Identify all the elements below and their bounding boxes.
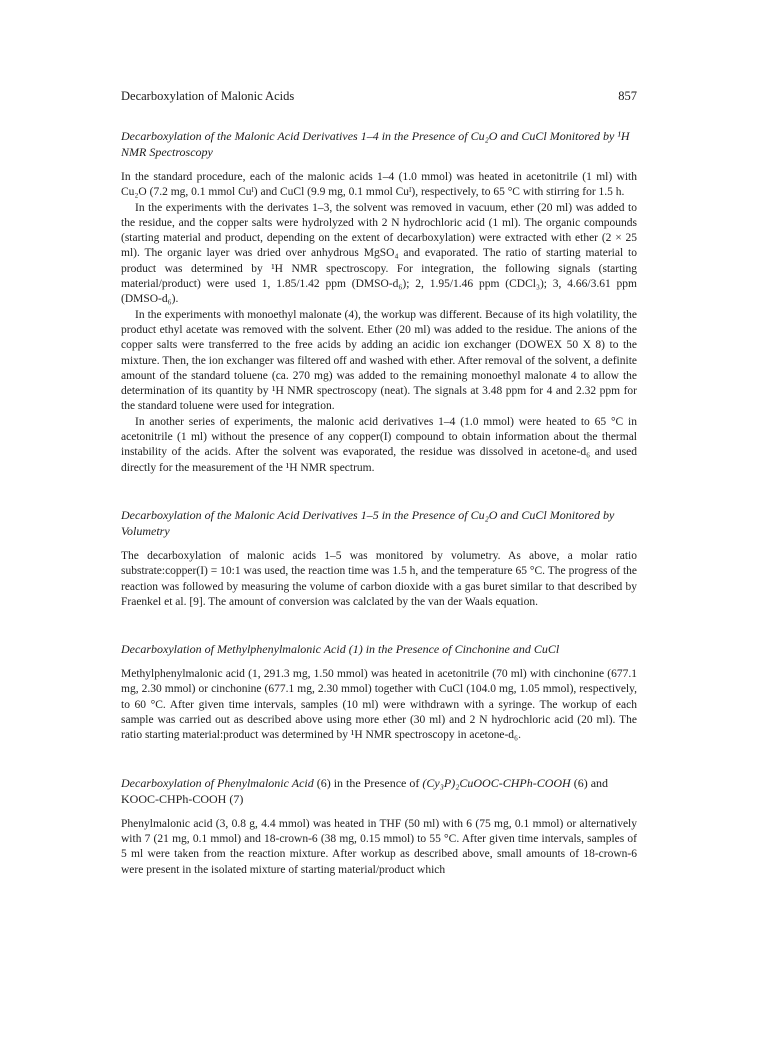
heading-part: Decarboxylation of Phenylmalonic Acid	[121, 775, 314, 790]
running-head	[121, 88, 637, 104]
paper-page	[121, 88, 637, 878]
section-heading: Decarboxylation of the Malonic Acid Derivatives 1–5 in the Presence of Cu₂O and CuCl Monitored by Volumetry	[121, 507, 615, 538]
page-number: 857	[618, 89, 637, 103]
section-heading: Decarboxylation of the Malonic Acid Derivatives 1–4 in the Presence of Cu₂O and CuCl Monitored by ¹H NMR Spectroscopy	[121, 129, 630, 159]
section-heading	[121, 775, 637, 807]
paragraph: In the experiments with monoethyl malonate (4), the workup was different. Because of its high volatility, the product ethyl acetate was removed with the solvent. Ether (20 ml) was added to the residue. The anions of the copper salts were transferred to the free acids by adding an acidic ion exchanger (DOWEX 50 X 8) to the mixture. Then, the ion exchanger was filtered off and washed with ether. After removal of the solvent, a definite amount of the standard toluene (ca. 270 mg) was added to the remaining monoethyl malonate 4 to allow the determination of its quantity by ¹H NMR spectroscopy (neat). The signals at 3.48 ppm for 4 and 2.32 ppm for the standard toluene were used for integration.	[121, 308, 637, 413]
heading-part: (6) and KOOC-CHPh-COOH (7)	[121, 775, 609, 806]
paragraph: The decarboxylation of malonic acids 1–5 was monitored by volumetry. As above, a molar ratio substrate:copper(I) = 10:1 was used, the reaction time was 1.5 h, and the temperature 65 °C. The progress of the reaction was followed by measuring the volume of carbon dioxide with a gas buret similar to that described by Fraenkel et al. [9]. The amount of conversion was calclated by the van der Waals equation.	[121, 549, 637, 608]
section-nmr-monitoring	[121, 128, 637, 476]
running-title: Decarboxylation of Malonic Acids	[121, 89, 295, 103]
paragraph: Methylphenylmalonic acid (1, 291.3 mg, 1.50 mmol) was heated in acetonitrile (70 ml) with cinchonine (677.1 mg, 2.30 mmol) or cinchonine (677.1 mg, 2.30 mmol) together with CuCl (104.0 mg, 1.05 mmol), respectively, to 60 °C. After given time intervals, samples (10 ml) were withdrawn with a syringe. The workup of each sample was carried out as described above using more ether (30 ml) and 2 N hydrochloric acid (20 ml). The ratio starting material:product was determined by ¹H NMR spectroscopy in acetone-d₆.	[121, 668, 637, 742]
heading-part: (6) in the Presence of	[313, 775, 423, 790]
section-cinchonine	[121, 641, 637, 743]
heading-part: (Cy₃P)₂CuOOC-CHPh-COOH	[422, 775, 571, 790]
paragraph: In the standard procedure, each of the malonic acids 1–4 (1.0 mmol) was heated in acetonitrile (1 ml) with Cu₂O (7.2 mg, 0.1 mmol Cuᴵ) and CuCl (9.9 mg, 0.1 mmol Cuᴵ), respectively, to 65 °C with stirring for 1.5 h.	[121, 171, 637, 199]
paragraph: Phenylmalonic acid (3, 0.8 g, 4.4 mmol) was heated in THF (50 ml) with 6 (75 mg, 0.1 mmol) or alternatively with 7 (21 mg, 0.1 mmol) and 18-crown-6 (38 mg, 0.15 mmol) to 55 °C. After given time intervals, samples of 5 ml were taken from the reaction mixture. After workup as described above, small amounts of 18-crown-6 were present in the isolated mixture of starting material/product which	[121, 817, 637, 876]
section-heading: Decarboxylation of Methylphenylmalonic Acid (1) in the Presence of Cinchonine and CuCl	[121, 642, 560, 657]
paragraph: In another series of experiments, the malonic acid derivatives 1–4 (1.0 mmol) were heated to 65 °C in acetonitrile (1 ml) without the presence of any copper(I) compound to obtain information about the thermal instability of the acids. After the solvent was evaporated, the residue was dissolved in acetone-d₆ and used directly for the measurement of the ¹H NMR spectrum.	[121, 415, 637, 474]
paragraph: In the experiments with the derivates 1–3, the solvent was removed in vacuum, ether (20 ml) was added to the residue, and the copper salts were hydrolyzed with 2 N hydrochloric acid (1 ml). The organic compounds (starting material and product, depending on the extent of decarboxylation) were extracted with ether (2 × 25 ml). The organic layer was dried over anhydrous MgSO₄ and evaporated. The ratio of starting material to product was determined by ¹H NMR spectroscopy. For integration, the following signals (starting material/product) were used 1, 1.85/1.42 ppm (DMSO-d₆); 2, 1.95/1.46 ppm (CDCl₃); 3, 4.66/3.61 ppm (DMSO-d₆).	[121, 201, 637, 306]
section-phenylmalonic	[121, 775, 637, 878]
section-volumetry	[121, 507, 637, 610]
